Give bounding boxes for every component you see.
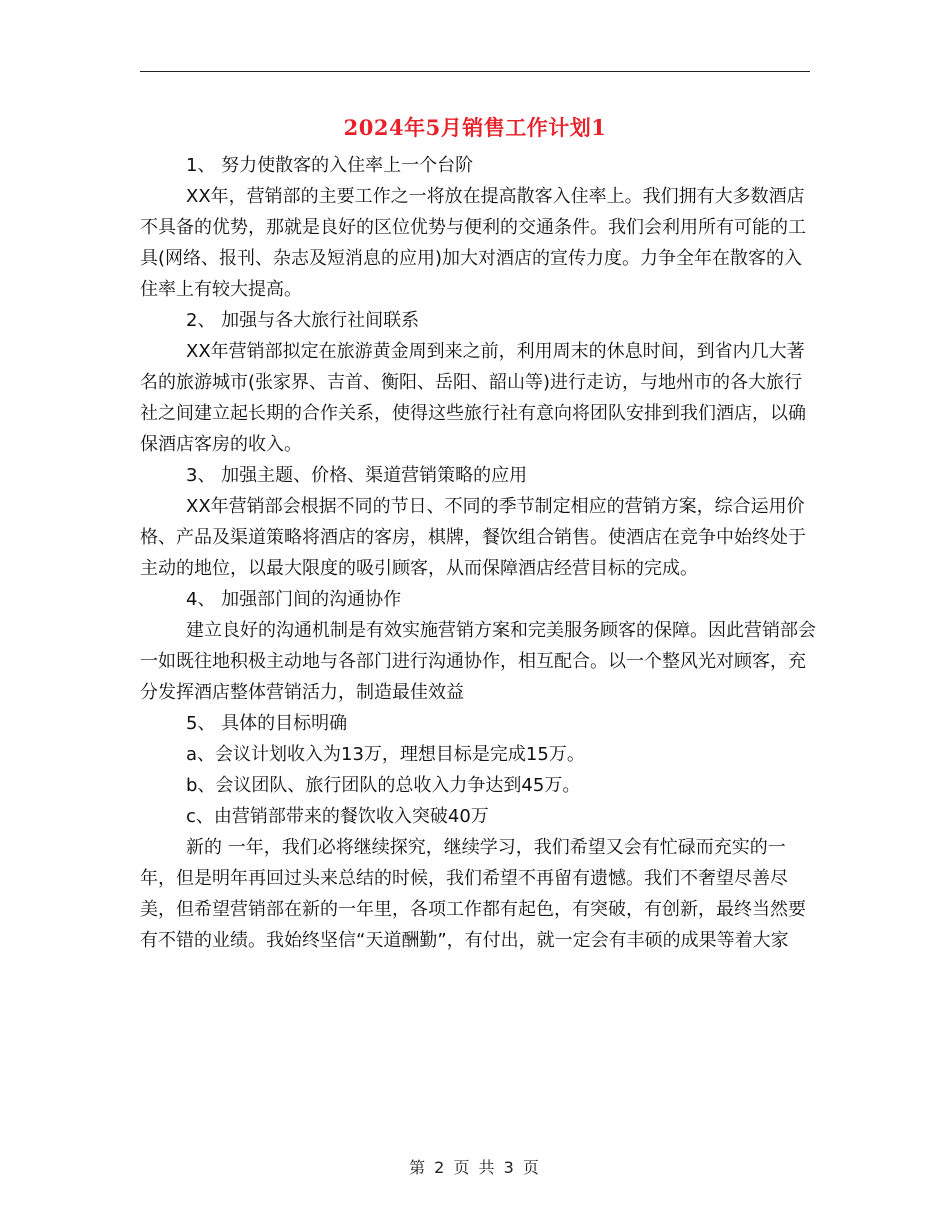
paragraph-2: XX年营销部拟定在旅游黄金周到来之前，利用周末的休息时间，到省内几大著名的旅游城市(张家界、吉首、衡阳、岳阳、韶山等)进行走访，与地州市的各大旅行社之间建立起长期的合作关系，使得这些旅行社有意向将团队安排到我们酒店，以确保酒店客房的收入。 <box>140 341 806 455</box>
heading-1: 1、 努力使散客的入住率上一个台阶 <box>186 155 474 176</box>
paragraph-3: XX年营销部会根据不同的节日、不同的季节制定相应的营销方案，综合运用价格、产品及渠道策略将酒店的客房，棋牌，餐饮组合销售。使酒店在竞争中始终处于主动的地位，以最大限度的吸引顾客，从而保障酒店经营目标的完成。 <box>140 496 806 579</box>
document-body <box>140 150 820 956</box>
target-item-b: b、会议团队、旅行团队的总收入力争达到45万。 <box>186 775 581 796</box>
paragraph-closing: 新的 一年，我们必将继续探究，继续学习，我们希望又会有忙碌而充实的一年，但是明年再回过头来总结的时候，我们希望不再留有遗憾。我们不奢望尽善尽美，但希望营销部在新的一年里，各项工作都有起色，有突破，有创新，最终当然要有不错的业绩。我始终坚信“天道酬勤”，有付出，就一定会有丰硕的成果等着大家 <box>140 837 806 951</box>
paragraph-4: 建立良好的沟通机制是有效实施营销方案和完美服务顾客的保障。因此营销部会一如既往地积极主动地与各部门进行沟通协作，相互配合。以一个整风光对顾客，充分发挥酒店整体营销活力，制造最佳效益 <box>140 620 816 703</box>
heading-2: 2、 加强与各大旅行社间联系 <box>186 310 420 331</box>
heading-5: 5、 具体的目标明确 <box>186 713 348 734</box>
paragraph-1: XX年，营销部的主要工作之一将放在提高散客入住率上。我们拥有大多数酒店不具备的优势，那就是良好的区位优势与便利的交通条件。我们会利用所有可能的工具(网络、报刊、杂志及短消息的应用)加大对酒店的宣传力度。力争全年在散客的入住率上有较大提高。 <box>140 186 806 300</box>
heading-4: 4、 加强部门间的沟通协作 <box>186 589 402 610</box>
heading-3: 3、 加强主题、价格、渠道营销策略的应用 <box>186 465 528 486</box>
document-title: 2024年5月销售工作计划1 <box>343 115 607 140</box>
target-item-a: a、会议计划收入为13万，理想目标是完成15万。 <box>186 744 585 765</box>
page-footer: 第 2 页 共 3 页 <box>409 1158 541 1177</box>
header-rule <box>140 71 810 72</box>
target-item-c: c、由营销部带来的餐饮收入突破40万 <box>186 806 489 827</box>
